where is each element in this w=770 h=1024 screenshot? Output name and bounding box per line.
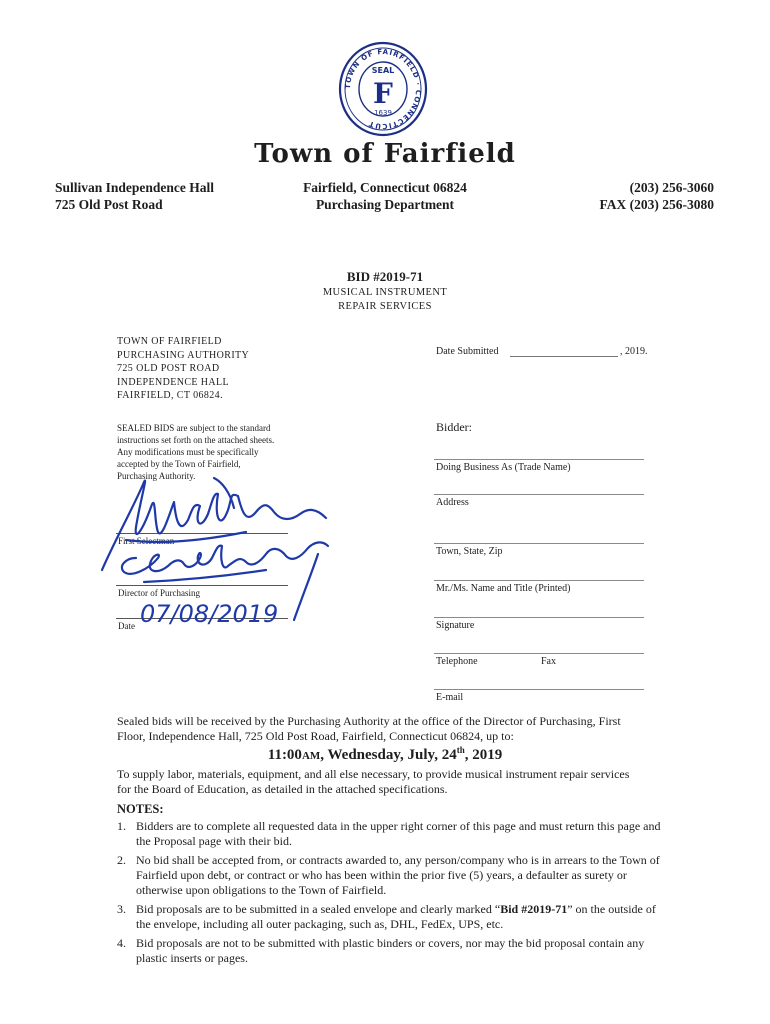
bid-number: BID #2019-71 xyxy=(346,269,424,284)
name-title-label: Mr./Ms. Name and Title (Printed) xyxy=(436,583,571,594)
note-number: 4. xyxy=(117,936,126,950)
seal-ring-text: TOWN OF FAIRFIELD · CONNECTICUT xyxy=(343,47,423,131)
fax-number: FAX (203) 256-3080 xyxy=(599,197,714,212)
seal-center-text: SEAL xyxy=(371,66,395,75)
deadline-ampm: AM xyxy=(301,750,321,762)
date-submitted-field[interactable] xyxy=(510,356,618,357)
notes-list xyxy=(117,819,665,968)
intro-paragraph xyxy=(117,714,665,744)
bid-title-line2: REPAIR SERVICES xyxy=(338,301,432,312)
note-bid-reference: Bid #2019-71 xyxy=(500,902,568,916)
note-text: ” on the outside of the envelope, including all outer packaging, such as, DHL, FedEx, UPS, etc. xyxy=(136,902,656,931)
note-text: Bid proposals are to be submitted in a sealed envelope and clearly marked “ xyxy=(136,902,501,916)
date-submitted-label: Date Submitted xyxy=(436,346,499,357)
letterhead-right xyxy=(600,179,714,213)
notes-heading: NOTES: xyxy=(117,802,164,816)
dba-field[interactable] xyxy=(434,459,644,460)
signature-field[interactable] xyxy=(434,617,644,618)
purchasing-address xyxy=(117,335,249,403)
address-label: Address xyxy=(436,497,469,508)
address-line: INDEPENDENCE HALL xyxy=(117,376,230,388)
date-label: Date xyxy=(118,621,135,631)
handwritten-signatures xyxy=(96,462,336,637)
email-field[interactable] xyxy=(434,689,644,690)
note-item xyxy=(117,936,665,966)
bid-heading xyxy=(0,268,770,314)
director-label: Director of Purchasing xyxy=(118,588,200,598)
deadline-sup: th xyxy=(456,745,465,755)
handwritten-date: 07/08/2019 xyxy=(140,600,279,628)
email-label: E-mail xyxy=(436,692,464,703)
telephone-label: Telephone xyxy=(436,656,478,667)
note-line: Any modifications must be specifically xyxy=(117,447,259,457)
scope-line: To supply labor, materials, equipment, and all else necessary, to provide musical instrument repair services xyxy=(117,767,630,781)
town-seal xyxy=(338,40,428,138)
deadline-time: 11:00 xyxy=(267,747,302,763)
street-address: 725 Old Post Road xyxy=(55,197,163,212)
bid-title-line1: MUSICAL INSTRUMENT xyxy=(322,287,448,298)
deadline-day: , Wednesday, July, 24 xyxy=(320,747,457,763)
town-state-zip-label: Town, State, Zip xyxy=(436,546,503,557)
seal-year: 1639 xyxy=(374,109,392,117)
page-title: Town of Fairfield xyxy=(254,139,516,169)
address-field[interactable] xyxy=(434,494,644,495)
letterhead-center xyxy=(240,179,530,213)
name-title-field[interactable] xyxy=(434,580,644,581)
note-number: 2. xyxy=(117,853,126,867)
department-name: Purchasing Department xyxy=(315,197,455,212)
address-line: FAIRFIELD, CT 06824. xyxy=(117,390,223,401)
note-line: Purchasing Authority. xyxy=(117,471,196,481)
town-state-zip-field[interactable] xyxy=(434,543,644,544)
signature-label: Signature xyxy=(436,620,475,631)
deadline-year: , 2019 xyxy=(464,747,503,763)
date-submitted-suffix: , 2019. xyxy=(620,346,648,357)
address-line: TOWN OF FAIRFIELD xyxy=(117,336,222,347)
address-line: PURCHASING AUTHORITY xyxy=(117,349,250,361)
address-line: 725 OLD POST ROAD xyxy=(117,363,220,374)
note-text: Bidders are to complete all requested data in the upper right corner of this page and must return this page and the Proposal page with their bid. xyxy=(136,819,661,848)
intro-line: Floor, Independence Hall, 725 Old Post Road, Fairfield, Connecticut 06824, up to: xyxy=(117,729,514,743)
seal-monogram: F xyxy=(373,77,393,110)
note-text: No bid shall be accepted from, or contracts awarded to, any person/company who is in arrears to the Town of Fairfield upon debt, or contract or who has been within the prior five (5) years, a defaulter as surety or otherwise upon obligations to the Town of Fairfield. xyxy=(136,853,660,897)
building-name: Sullivan Independence Hall xyxy=(55,180,215,195)
telephone-fax-field[interactable] xyxy=(434,653,644,654)
dba-label: Doing Business As (Trade Name) xyxy=(436,462,571,473)
intro-line: Sealed bids will be received by the Purchasing Authority at the office of the Director of Purchasing, First xyxy=(117,714,621,728)
note-number: 1. xyxy=(117,819,126,833)
note-item xyxy=(117,819,665,849)
letterhead-left xyxy=(55,179,214,213)
city-state-zip: Fairfield, Connecticut 06824 xyxy=(303,180,467,195)
phone-number: (203) 256-3060 xyxy=(629,180,714,195)
scope-paragraph xyxy=(117,767,665,797)
note-item xyxy=(117,902,665,932)
bidder-label: Bidder: xyxy=(436,420,472,434)
first-selectman-label: First Selectman xyxy=(118,536,175,546)
note-line: SEALED BIDS are subject to the standard xyxy=(117,423,271,433)
note-text: Bid proposals are not to be submitted with plastic binders or covers, nor may the bid proposal contain any plastic inserts or pages. xyxy=(136,936,645,965)
note-line: accepted by the Town of Fairfield, xyxy=(117,459,241,469)
bid-deadline xyxy=(0,745,770,764)
note-line: instructions set forth on the attached sheets. xyxy=(117,435,275,445)
note-item xyxy=(117,853,665,898)
note-number: 3. xyxy=(117,902,126,916)
fax-label: Fax xyxy=(541,656,556,667)
scope-line: for the Board of Education, as detailed in the attached specifications. xyxy=(117,782,448,796)
